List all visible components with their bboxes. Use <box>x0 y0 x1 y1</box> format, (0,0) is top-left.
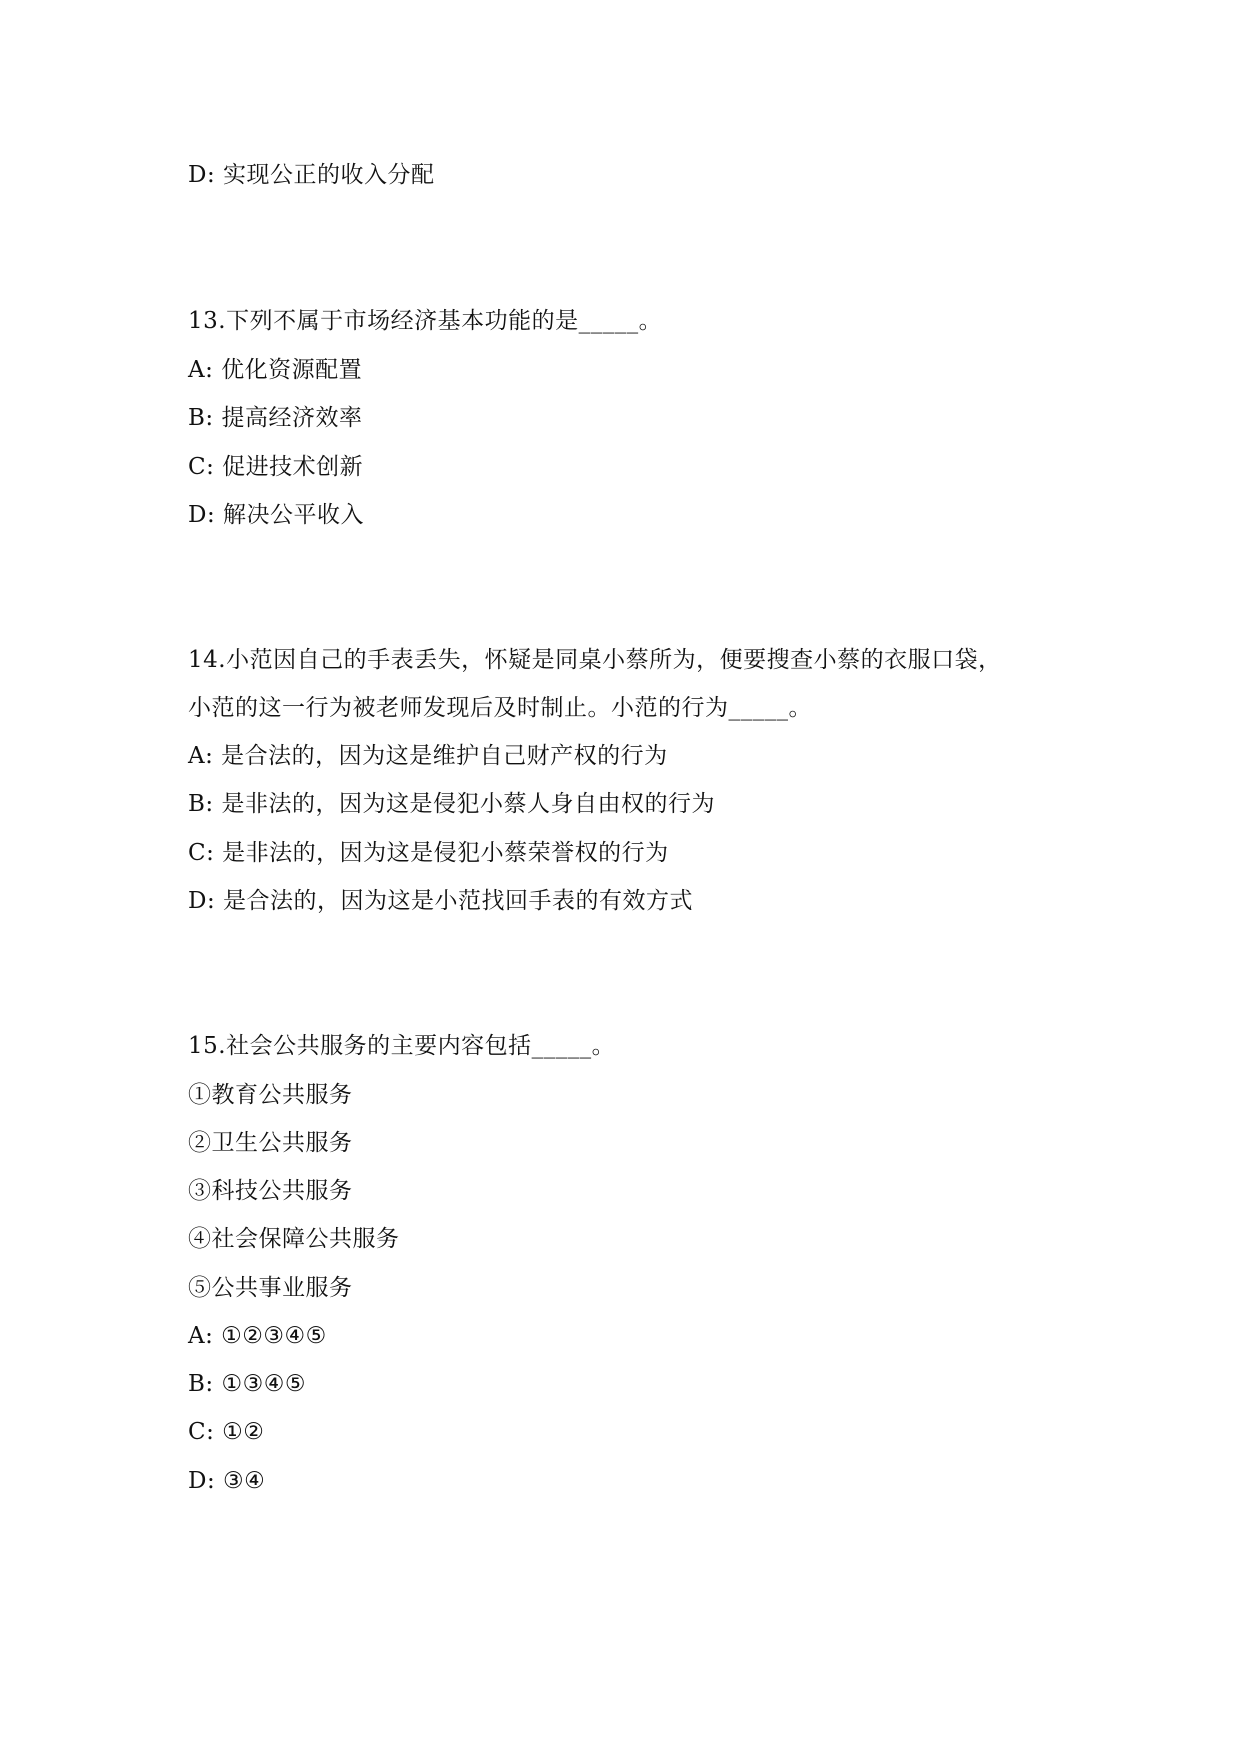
q15-item-2: ②卫生公共服务 <box>188 1130 353 1156</box>
q15-option-b: B: ①③④⑤ <box>188 1371 306 1397</box>
q15-stem: 15.社会公共服务的主要内容包括_____。 <box>188 1033 616 1059</box>
q13-option-d: D: 解决公平收入 <box>188 502 365 528</box>
q14-option-d: D: 是合法的，因为这是小范找回手表的有效方式 <box>188 888 694 914</box>
q15-item-1: ①教育公共服务 <box>188 1082 353 1108</box>
q13-option-c: C: 促进技术创新 <box>188 454 364 480</box>
q14-option-b: B: 是非法的，因为这是侵犯小蔡人身自由权的行为 <box>188 791 715 817</box>
q14-stem-line1: 14.小范因自己的手表丢失，怀疑是同桌小蔡所为，便要搜查小蔡的衣服口袋， <box>188 647 1002 673</box>
q15-item-5: ⑤公共事业服务 <box>188 1275 353 1301</box>
q15-item-4: ④社会保障公共服务 <box>188 1226 400 1252</box>
q13-option-b: B: 提高经济效率 <box>188 405 363 431</box>
q15-option-d: D: ③④ <box>188 1468 266 1494</box>
q13-option-a: A: 优化资源配置 <box>188 357 363 383</box>
q13-stem: 13.下列不属于市场经济基本功能的是_____。 <box>188 308 663 334</box>
q15-item-3: ③科技公共服务 <box>188 1178 353 1204</box>
q15-option-c: C: ①② <box>188 1419 265 1445</box>
q14-stem-line2: 小范的这一行为被老师发现后及时制止。小范的行为_____。 <box>188 695 812 721</box>
q15-option-a: A: ①②③④⑤ <box>188 1323 327 1349</box>
q14-option-a: A: 是合法的，因为这是维护自己财产权的行为 <box>188 743 668 769</box>
q14-option-c: C: 是非法的，因为这是侵犯小蔡荣誉权的行为 <box>188 840 669 866</box>
q12-option-d: D: 实现公正的收入分配 <box>188 162 435 188</box>
